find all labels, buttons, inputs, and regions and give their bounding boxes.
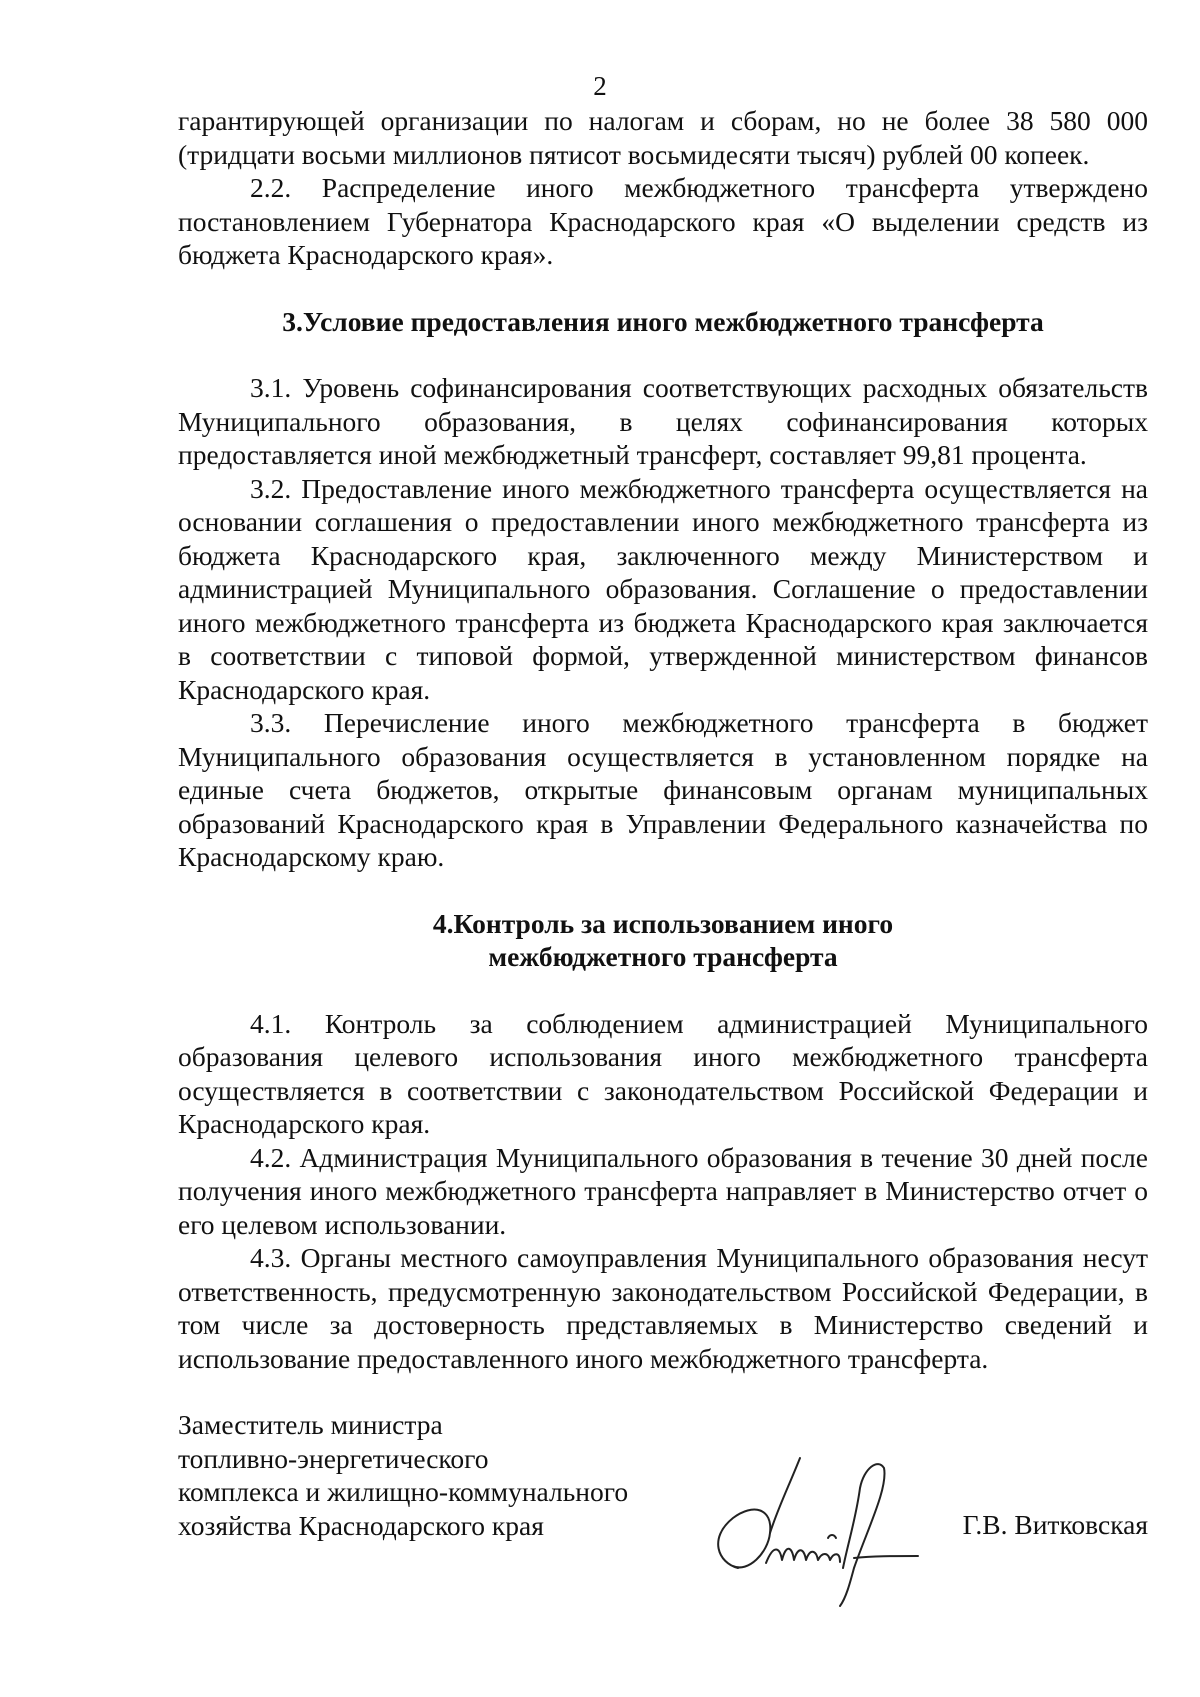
signature-block [178, 1408, 1148, 1608]
signer-title-line: комплекса и жилищно-коммунального [178, 1476, 629, 1507]
paragraph-4-3: 4.3. Органы местного самоуправления Муниципального образования несут ответственность, предусмотренную законодательством Российской Федерации, в том числе за достоверность представляемых в Министерство сведений и использование предоставленного иного межбюджетного трансферта. [178, 1242, 1148, 1374]
paragraph-3-3: 3.3. Перечисление иного межбюджетного трансферта в бюджет Муниципального образования осуществляется в установленном порядке на единые счета бюджетов, открытые финансовым органам муниципальных образований Краснодарского края в Управлении Федерального казначейства по Краснодарскому краю. [178, 707, 1148, 872]
paragraph-4-2: 4.2. Администрация Муниципального образования в течение 30 дней после получения иного межбюджетного трансферта направляет в Министерство отчет о его целевом использовании. [178, 1141, 1148, 1240]
page-number: 2 [593, 71, 607, 101]
section-3-heading [178, 305, 1148, 339]
handwritten-signature [678, 1448, 938, 1608]
paragraph-3-1: 3.1. Уровень софинансирования соответствующих расходных обязательств Муниципального образования, в целях софинансирования которых предоставляется иной межбюджетный трансферт, составляет 99,81 процента. [178, 372, 1148, 470]
signer-title-line: Заместитель министра [178, 1409, 443, 1440]
paragraph-3-2: 3.2. Предоставление иного межбюджетного трансферта осуществляется на основании соглашения о предоставлении иного межбюджетного трансферта из бюджета Краснодарского края, заключенного между Министерством и администрацией Муниципального образования. Соглашение о предоставлении иного межбюджетного трансферта из бюджета Краснодарского края заключается в соответствии с типовой формой, утвержденной министерством финансов Краснодарского края. [178, 472, 1148, 705]
signer-title-line: топливно-энергетического [178, 1442, 489, 1474]
paragraph-continuation: гарантирующей организации по налогам и сборам, но не более 38 580 000 (тридцати восьми миллионов пятисот восьмидесяти тысяч) рублей 00 копеек. [178, 105, 1148, 170]
section-4-heading [178, 907, 1148, 974]
paragraph-4-1: 4.1. Контроль за соблюдением администрацией Муниципального образования целевого использования иного межбюджетного трансферта осуществляется в соответствии с законодательством Российской Федерации и Краснодарского края. [178, 1007, 1148, 1139]
section-4-heading-line-1: 4.Контроль за использованием иного [432, 907, 894, 939]
section-3-heading-text: 3.Условие предоставления иного межбюджетного трансферта [282, 305, 1044, 337]
signer-title-line: хозяйства Краснодарского края [178, 1509, 544, 1541]
document-body [178, 104, 1148, 1375]
section-4-heading-line-2: межбюджетного трансферта [488, 941, 838, 972]
paragraph-2-2: 2.2. Распределение иного межбюджетного трансферта утверждено постановлением Губернатора Краснодарского края «О выделении средств из бюджета Краснодарского края». [178, 172, 1148, 270]
signer-name: Г.В. Витковская [962, 1509, 1148, 1540]
